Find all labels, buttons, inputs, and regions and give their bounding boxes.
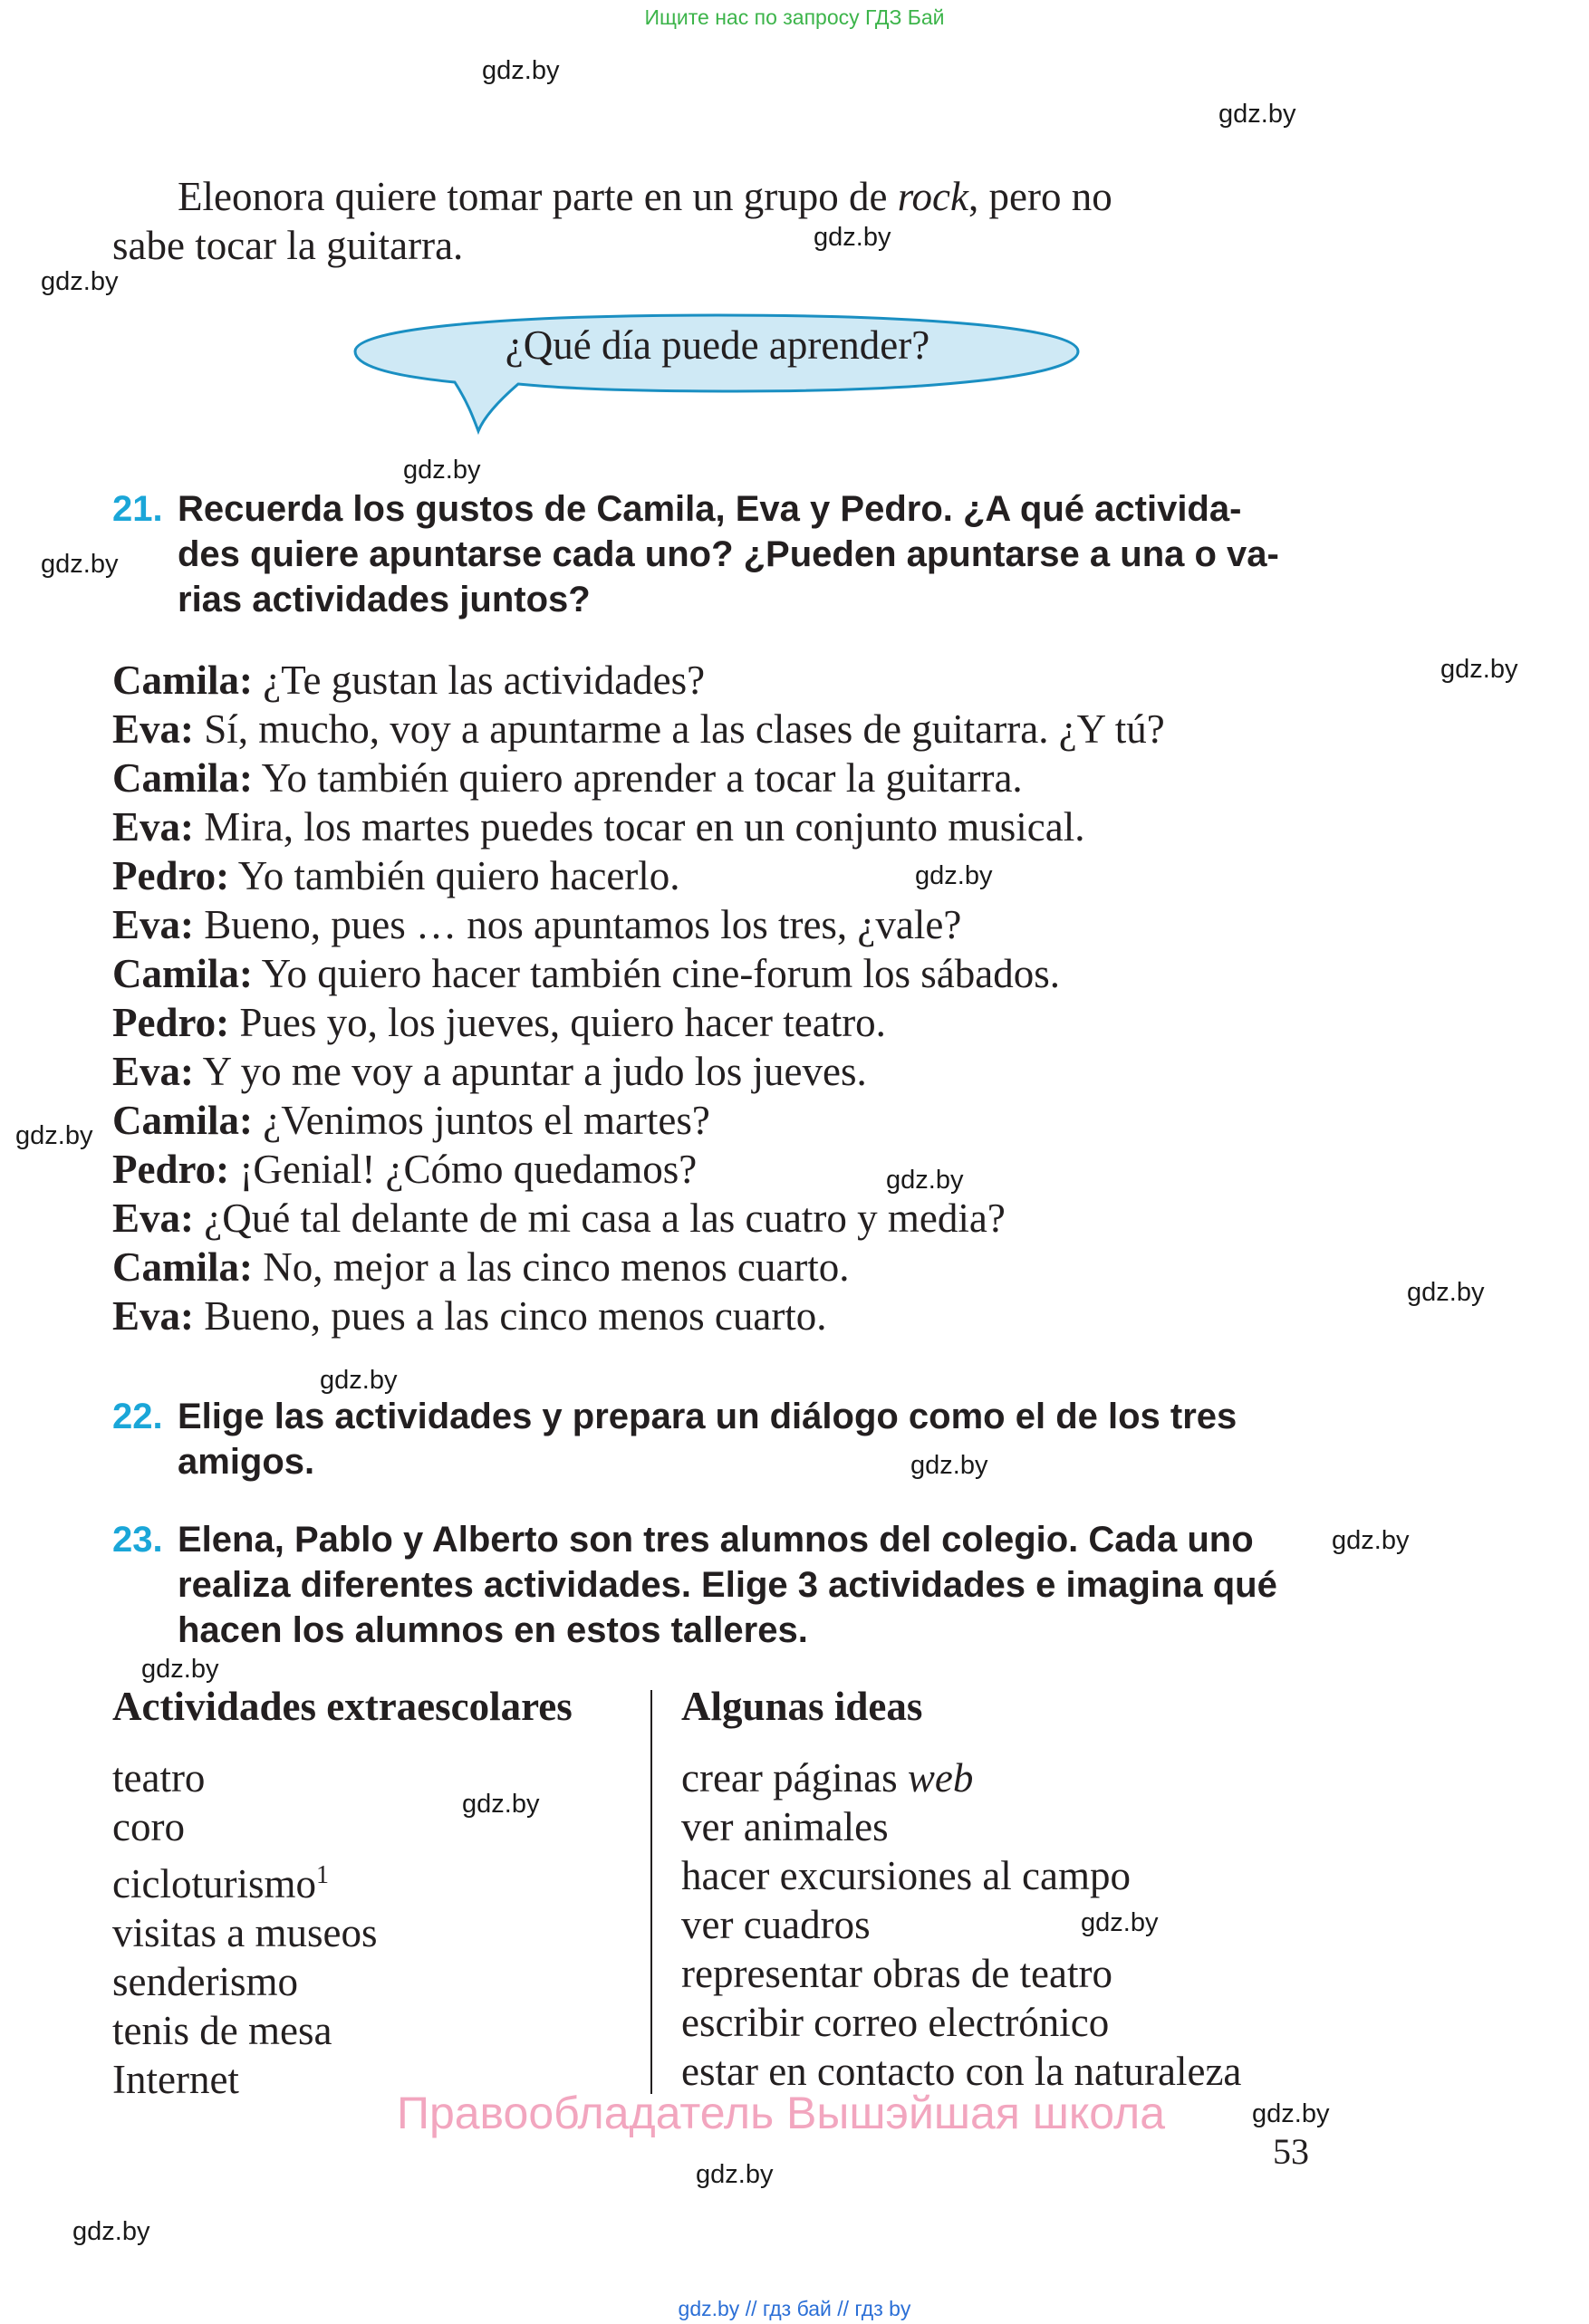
- intro-text: , pero no: [968, 174, 1112, 219]
- speaker-name: Camila:: [112, 658, 253, 703]
- activity-item: visitas a museos: [112, 1910, 378, 1955]
- watermark: gdz.by: [141, 1655, 219, 1684]
- intro-paragraph: [112, 172, 1326, 270]
- dialog-text: Yo también quiero aprender a tocar la guitarra.: [252, 755, 1023, 801]
- watermark: gdz.by: [41, 267, 119, 296]
- column-divider: [650, 1690, 652, 2094]
- dialog-line: [112, 656, 1381, 705]
- activity-item: teatro: [112, 1755, 206, 1801]
- dialog: [112, 656, 1381, 1340]
- task-line: realiza diferentes actividades. Elige 3 actividades e imagina qué: [178, 1565, 1277, 1605]
- task-number: 22.: [112, 1397, 163, 1436]
- speaker-name: Eva:: [112, 804, 194, 850]
- idea-item: representar obras de teatro: [681, 1951, 1112, 1996]
- dialog-text: Yo quiero hacer también cine-forum los sábados.: [252, 951, 1061, 996]
- watermark: gdz.by: [886, 1166, 964, 1195]
- activity-item: tenis de mesa: [112, 2008, 332, 2053]
- watermark: gdz.by: [1332, 1526, 1410, 1555]
- dialog-line: [112, 949, 1381, 998]
- dialog-text: ¿Venimos juntos el martes?: [252, 1098, 710, 1143]
- watermark: gdz.by: [72, 2217, 150, 2246]
- copyright-owner: Правообладатель Вышэйшая школа: [397, 2088, 1165, 2138]
- task-line: Elena, Pablo y Alberto son tres alumnos del colegio. Cada uno: [178, 1520, 1254, 1560]
- task-21: [112, 486, 1326, 622]
- idea-item: hacer excursiones al campo: [681, 1853, 1132, 1898]
- dialog-line: [112, 1047, 1381, 1096]
- idea-item: [681, 1753, 1241, 1802]
- footnote-mark: 1: [315, 1861, 329, 1889]
- activity-item: coro: [112, 1804, 185, 1849]
- task-number: 23.: [112, 1520, 163, 1560]
- watermark: gdz.by: [1081, 1908, 1159, 1937]
- speaker-name: Eva:: [112, 1049, 194, 1094]
- idea-item: ver cuadros: [681, 1902, 871, 1947]
- speaker-name: Camila:: [112, 1098, 253, 1143]
- ideas-list: [681, 1753, 1241, 2096]
- dialog-text: Sí, mucho, voy a apuntarme a las clases de guitarra. ¿Y tú?: [194, 706, 1165, 752]
- activity-item: [112, 1851, 377, 1908]
- top-banner[interactable]: Ищите нас по запросу ГДЗ Бай: [644, 5, 945, 29]
- dialog-text: Pues yo, los jueves, quiero hacer teatro.: [229, 1000, 886, 1045]
- dialog-line: [112, 1194, 1381, 1243]
- dialog-line: [112, 802, 1381, 851]
- dialog-text: Bueno, pues … nos apuntamos los tres, ¿vale?: [194, 902, 962, 947]
- watermark: gdz.by: [15, 1121, 93, 1150]
- speaker-name: Pedro:: [112, 853, 230, 898]
- watermark: gdz.by: [915, 861, 993, 890]
- idea-italic-word: web: [907, 1755, 974, 1801]
- dialog-text: ¡Genial! ¿Cómo quedamos?: [229, 1147, 698, 1192]
- intro-line-1: [112, 172, 1326, 221]
- intro-italic-word: rock: [897, 174, 968, 219]
- dialog-text: ¿Qué tal delante de mi casa a las cuatro y media?: [194, 1196, 1006, 1241]
- idea-item: estar en contacto con la naturaleza: [681, 2049, 1242, 2094]
- intro-line-2: sabe tocar la guitarra.: [112, 223, 464, 268]
- activity-item: Internet: [112, 2057, 239, 2102]
- speaker-name: Camila:: [112, 1244, 253, 1290]
- activities-heading: Actividades extraescolares: [112, 1684, 573, 1729]
- bottom-banner[interactable]: gdz.by // гдз бай // гдз by: [678, 2297, 911, 2320]
- activity-item-text: cicloturismo: [112, 1861, 316, 1906]
- watermark: gdz.by: [910, 1451, 988, 1480]
- watermark: gdz.by: [814, 223, 891, 252]
- intro-text: Eleonora quiere tomar parte en un grupo de: [178, 174, 898, 219]
- task-23: [112, 1517, 1326, 1653]
- task-22: [112, 1394, 1326, 1484]
- ideas-heading: Algunas ideas: [681, 1684, 923, 1729]
- dialog-text: ¿Te gustan las actividades?: [252, 658, 706, 703]
- speaker-name: Eva:: [112, 1293, 194, 1339]
- dialog-line: [112, 1145, 1381, 1194]
- task-line: Recuerda los gustos de Camila, Eva y Pedro. ¿A qué activida-: [178, 489, 1242, 529]
- dialog-line: [112, 900, 1381, 949]
- watermark: gdz.by: [462, 1790, 540, 1819]
- watermark: gdz.by: [1440, 655, 1518, 684]
- task-line: hacen los alumnos en estos talleres.: [178, 1610, 808, 1650]
- dialog-text: Y yo me voy a apuntar a judo los jueves.: [194, 1049, 867, 1094]
- task-line: des quiere apuntarse cada uno? ¿Pueden apuntarse a una o va-: [178, 534, 1279, 574]
- watermark: gdz.by: [696, 2160, 774, 2189]
- speaker-name: Eva:: [112, 1196, 194, 1241]
- dialog-line: [112, 1096, 1381, 1145]
- watermark: gdz.by: [41, 550, 119, 579]
- task-line: Elige las actividades y prepara un diálogo como el de los tres: [178, 1397, 1237, 1436]
- dialog-text: Mira, los martes puedes tocar en un conjunto musical.: [194, 804, 1085, 850]
- speech-bubble-text: ¿Qué día puede aprender?: [505, 322, 930, 368]
- task-number: 21.: [112, 489, 163, 529]
- speaker-name: Pedro:: [112, 1000, 230, 1045]
- speaker-name: Pedro:: [112, 1147, 230, 1192]
- speaker-name: Eva:: [112, 902, 194, 947]
- dialog-line: [112, 998, 1381, 1047]
- watermark: gdz.by: [403, 456, 481, 485]
- dialog-line: [112, 1292, 1381, 1340]
- task-line: rias actividades juntos?: [178, 580, 591, 619]
- watermark: gdz.by: [1252, 2099, 1330, 2128]
- dialog-text: Bueno, pues a las cinco menos cuarto.: [194, 1293, 827, 1339]
- dialog-line: [112, 851, 1381, 900]
- speaker-name: Camila:: [112, 951, 253, 996]
- page-number: 53: [1273, 2131, 1309, 2172]
- watermark: gdz.by: [482, 56, 560, 85]
- idea-item: escribir correo electrónico: [681, 2000, 1110, 2045]
- watermark: gdz.by: [1218, 100, 1296, 129]
- activity-item: senderismo: [112, 1959, 298, 2004]
- dialog-text: Yo también quiero hacerlo.: [229, 853, 680, 898]
- dialog-text: No, mejor a las cinco menos cuarto.: [252, 1244, 850, 1290]
- speaker-name: Camila:: [112, 755, 253, 801]
- idea-item: ver animales: [681, 1804, 889, 1849]
- dialog-line: [112, 705, 1381, 754]
- task-line: amigos.: [178, 1442, 315, 1482]
- idea-item-text: crear páginas: [681, 1755, 908, 1801]
- activities-list: [112, 1753, 377, 2104]
- dialog-line: [112, 754, 1381, 802]
- watermark: gdz.by: [320, 1366, 398, 1395]
- speaker-name: Eva:: [112, 706, 194, 752]
- dialog-line: [112, 1243, 1381, 1292]
- watermark: gdz.by: [1407, 1278, 1485, 1307]
